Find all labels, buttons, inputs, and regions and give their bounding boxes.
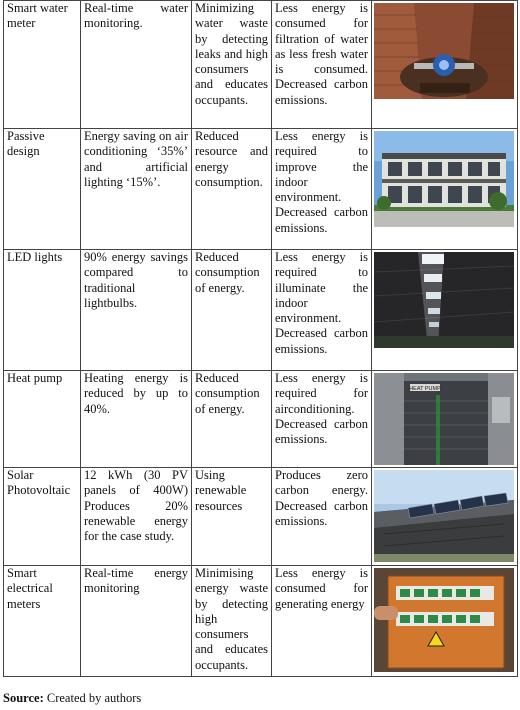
benefit-cell: Reduced resource and energy consumption. bbox=[192, 129, 272, 250]
led-lights-ceiling-photo bbox=[374, 252, 514, 348]
photo-cell bbox=[372, 371, 518, 468]
impact-cell: Produces zero carbon energy. Decreased carbon emissions. bbox=[272, 468, 372, 566]
description-cell: Real-time energy monitoring bbox=[81, 566, 192, 677]
measure-cell: Smart water meter bbox=[4, 1, 81, 129]
impact-cell: Less energy is required to illuminate the indoor environment. Decreased carbon emissions. bbox=[272, 250, 372, 371]
description-cell: 90% energy savings compared to traditional lightbulbs. bbox=[81, 250, 192, 371]
impact-cell: Less energy is required to improve the indoor environment. Decreased carbon emissions. bbox=[272, 129, 372, 250]
measure-cell: Passive design bbox=[4, 129, 81, 250]
heat-pump-plate-label: HEAT PUMP bbox=[409, 386, 441, 392]
benefit-cell: Using renewable resources bbox=[192, 468, 272, 566]
passive-design-building-photo bbox=[374, 131, 514, 227]
impact-cell: Less energy is consumed for generating energy bbox=[272, 566, 372, 677]
description-cell: Energy saving on air conditioning ‘35%’ and artificial lighting ‘15%’. bbox=[81, 129, 192, 250]
solar-panels-roof-photo bbox=[374, 470, 514, 562]
source-label: Source: bbox=[3, 691, 44, 705]
measure-cell: Solar Photovoltaic bbox=[4, 468, 81, 566]
source-note bbox=[3, 691, 141, 706]
photo-cell bbox=[372, 250, 518, 371]
source-text: Created by authors bbox=[43, 691, 142, 705]
photo-cell bbox=[372, 1, 518, 129]
benefit-cell: Reduced consumption of energy. bbox=[192, 371, 272, 468]
description-cell: 12 kWh (30 PV panels of 400W) Produces 20% renewable energy for the case study. bbox=[81, 468, 192, 566]
impact-cell: Less energy is consumed for filtration of water as less fresh water is consumed. Decreased carbon emissions. bbox=[272, 1, 372, 129]
measure-cell: Heat pump bbox=[4, 371, 81, 468]
measure-cell: Smart electrical meters bbox=[4, 566, 81, 677]
description-cell: Real-time water monitoring. bbox=[81, 1, 192, 129]
table-row bbox=[4, 468, 518, 566]
description-cell: Heating energy is reduced by up to 40%. bbox=[81, 371, 192, 468]
electrical-meter-panel-photo bbox=[374, 568, 514, 672]
table-row bbox=[4, 250, 518, 371]
heat-pump-photo bbox=[374, 373, 514, 465]
measure-cell: LED lights bbox=[4, 250, 81, 371]
benefit-cell: Reduced consumption of energy. bbox=[192, 250, 272, 371]
impact-cell: Less energy is required for airconditioning. Decreased carbon emissions. bbox=[272, 371, 372, 468]
benefit-cell: Minimising energy waste by detecting high consumers and educates occupants. bbox=[192, 566, 272, 677]
table-row bbox=[4, 371, 518, 468]
sustainability-measures-table bbox=[3, 0, 518, 677]
water-meter-photo bbox=[374, 3, 514, 99]
benefit-cell: Minimizing water waste by detecting leaks and high consumers and educates occupants. bbox=[192, 1, 272, 129]
table-row bbox=[4, 1, 518, 129]
table-row bbox=[4, 129, 518, 250]
table-row bbox=[4, 566, 518, 677]
photo-cell bbox=[372, 468, 518, 566]
photo-cell bbox=[372, 129, 518, 250]
photo-cell bbox=[372, 566, 518, 677]
